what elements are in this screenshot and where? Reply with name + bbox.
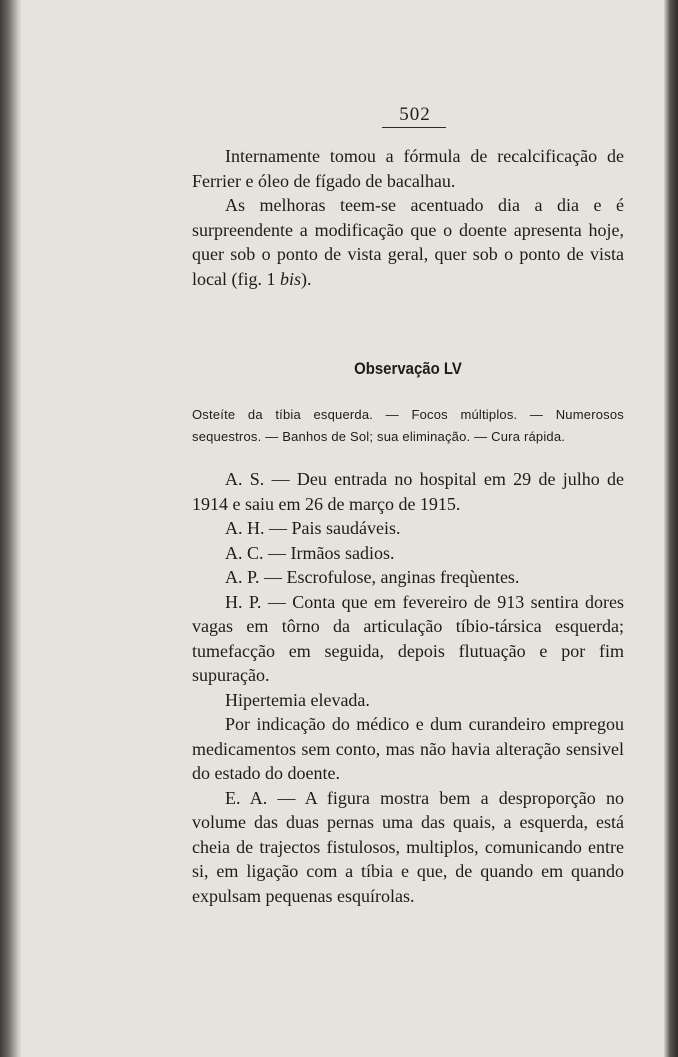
paragraph: A. S. — Deu entrada no hospital em 29 de julho de 1914 e saiu em 26 de março de 1915. [192, 469, 624, 514]
intro-text [192, 144, 624, 291]
paragraph: A. P. — Escrofulose, anginas freqùentes. [225, 567, 520, 587]
page-number: 502 [399, 104, 431, 125]
observation-body [192, 467, 624, 908]
paragraph: A. H. — Pais saudáveis. [225, 518, 401, 538]
paragraph: Internamente tomou a fórmula de recalcificação de Ferrier e óleo de fígado de bacalhau. [192, 146, 624, 191]
italic-word: bis [279, 268, 301, 289]
paragraph: Hipertemia elevada. [225, 689, 370, 710]
paragraph: H. P. — Conta que em fevereiro de 913 sentira dores vagas em tôrno da articulação tíbio-társica esquerda; tumefacção em seguida, depois flutuação e por fim supuração. [192, 591, 624, 685]
page-number-rule [382, 127, 446, 128]
paragraph-text: As melhoras teem-se acentuado dia a dia e é surpreendente a modificação que o doente apresenta hoje, quer sob o ponto de vista geral, quer sob o ponto de vista local (fig. 1 [192, 195, 624, 289]
paragraph-close: ). [301, 268, 312, 289]
paragraph [192, 193, 624, 291]
observation-summary: Osteíte da tíbia esquerda. — Focos múltiplos. — Numerosos sequestros. — Banhos de Sol; sua eliminação. — Cura rápida. [192, 407, 624, 444]
paragraph: A. C. — Irmãos sadios. [225, 542, 395, 563]
paragraph: E. A. — A figura mostra bem a desproporção no volume das duas pernas uma das quais, a esquerda, está cheia de trajectos fistulosos, multiplos, comunicando entre si, em ligação com a tíbia e que, de quando em quando expulsam pequenas esquírolas. [192, 787, 624, 906]
paragraph: Por indicação do médico e dum curandeiro empregou medicamentos sem conto, mas não havia alteração sensivel do estado do doente. [192, 714, 624, 783]
observation-heading: Observação LV [354, 359, 462, 378]
